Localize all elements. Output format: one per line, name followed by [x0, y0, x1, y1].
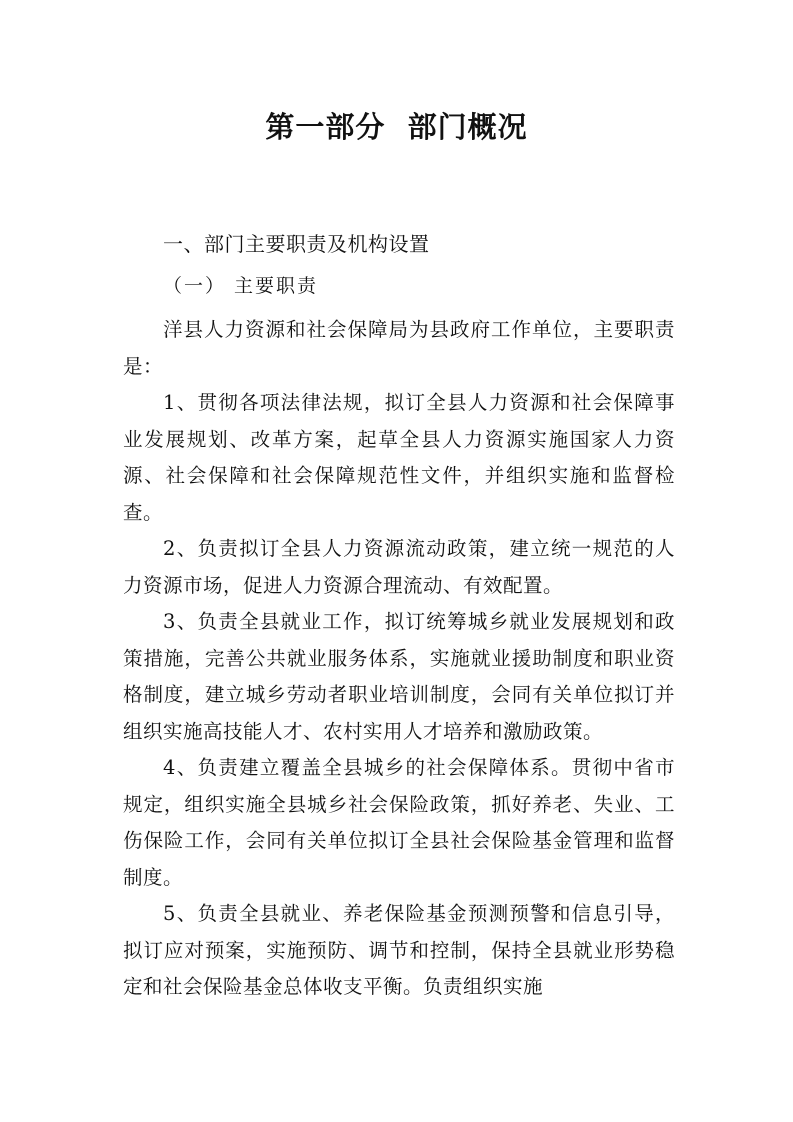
sub-heading: （一） 主要职责 — [163, 275, 319, 297]
paragraph-duty-2: 2、负责拟订全县人力资源流动政策，建立统一规范的人力资源市场，促进人力资源合理流动、有效配置。 — [123, 537, 675, 597]
paragraph-intro: 洋县人力资源和社会保障局为县政府工作单位，主要职责是： — [123, 318, 675, 378]
paragraph-duty-5: 5、负责全县就业、养老保险基金预测预警和信息引导，拟订应对预案，实施预防、调节和控制，保持全县就业形势稳定和社会保险基金总体收支平衡。负责组织实施 — [123, 902, 675, 998]
paragraph-duty-3: 3、负责全县就业工作，拟订统筹城乡就业发展规划和政策措施，完善公共就业服务体系，实施就业援助制度和职业资格制度，建立城乡劳动者职业培训制度，会同有关单位拟订并组织实施高技能人才、农村实用人才培养和激励政策。 — [123, 610, 675, 743]
page-title: 第一部分 部门概况 — [265, 110, 528, 144]
body-text — [123, 312, 675, 1006]
section-heading: 一、部门主要职责及机构设置 — [163, 232, 430, 256]
paragraph-duty-4: 4、负责建立覆盖全县城乡的社会保障体系。贯彻中省市规定，组织实施全县城乡社会保险政策，抓好养老、失业、工伤保险工作，会同有关单位拟订全县社会保险基金管理和监督制度。 — [123, 756, 675, 889]
paragraph-duty-1: 1、贯彻各项法律法规，拟订全县人力资源和社会保障事业发展规划、改革方案，起草全县人力资源实施国家人力资源、社会保障和社会保障规范性文件，并组织实施和监督检查。 — [123, 391, 675, 524]
